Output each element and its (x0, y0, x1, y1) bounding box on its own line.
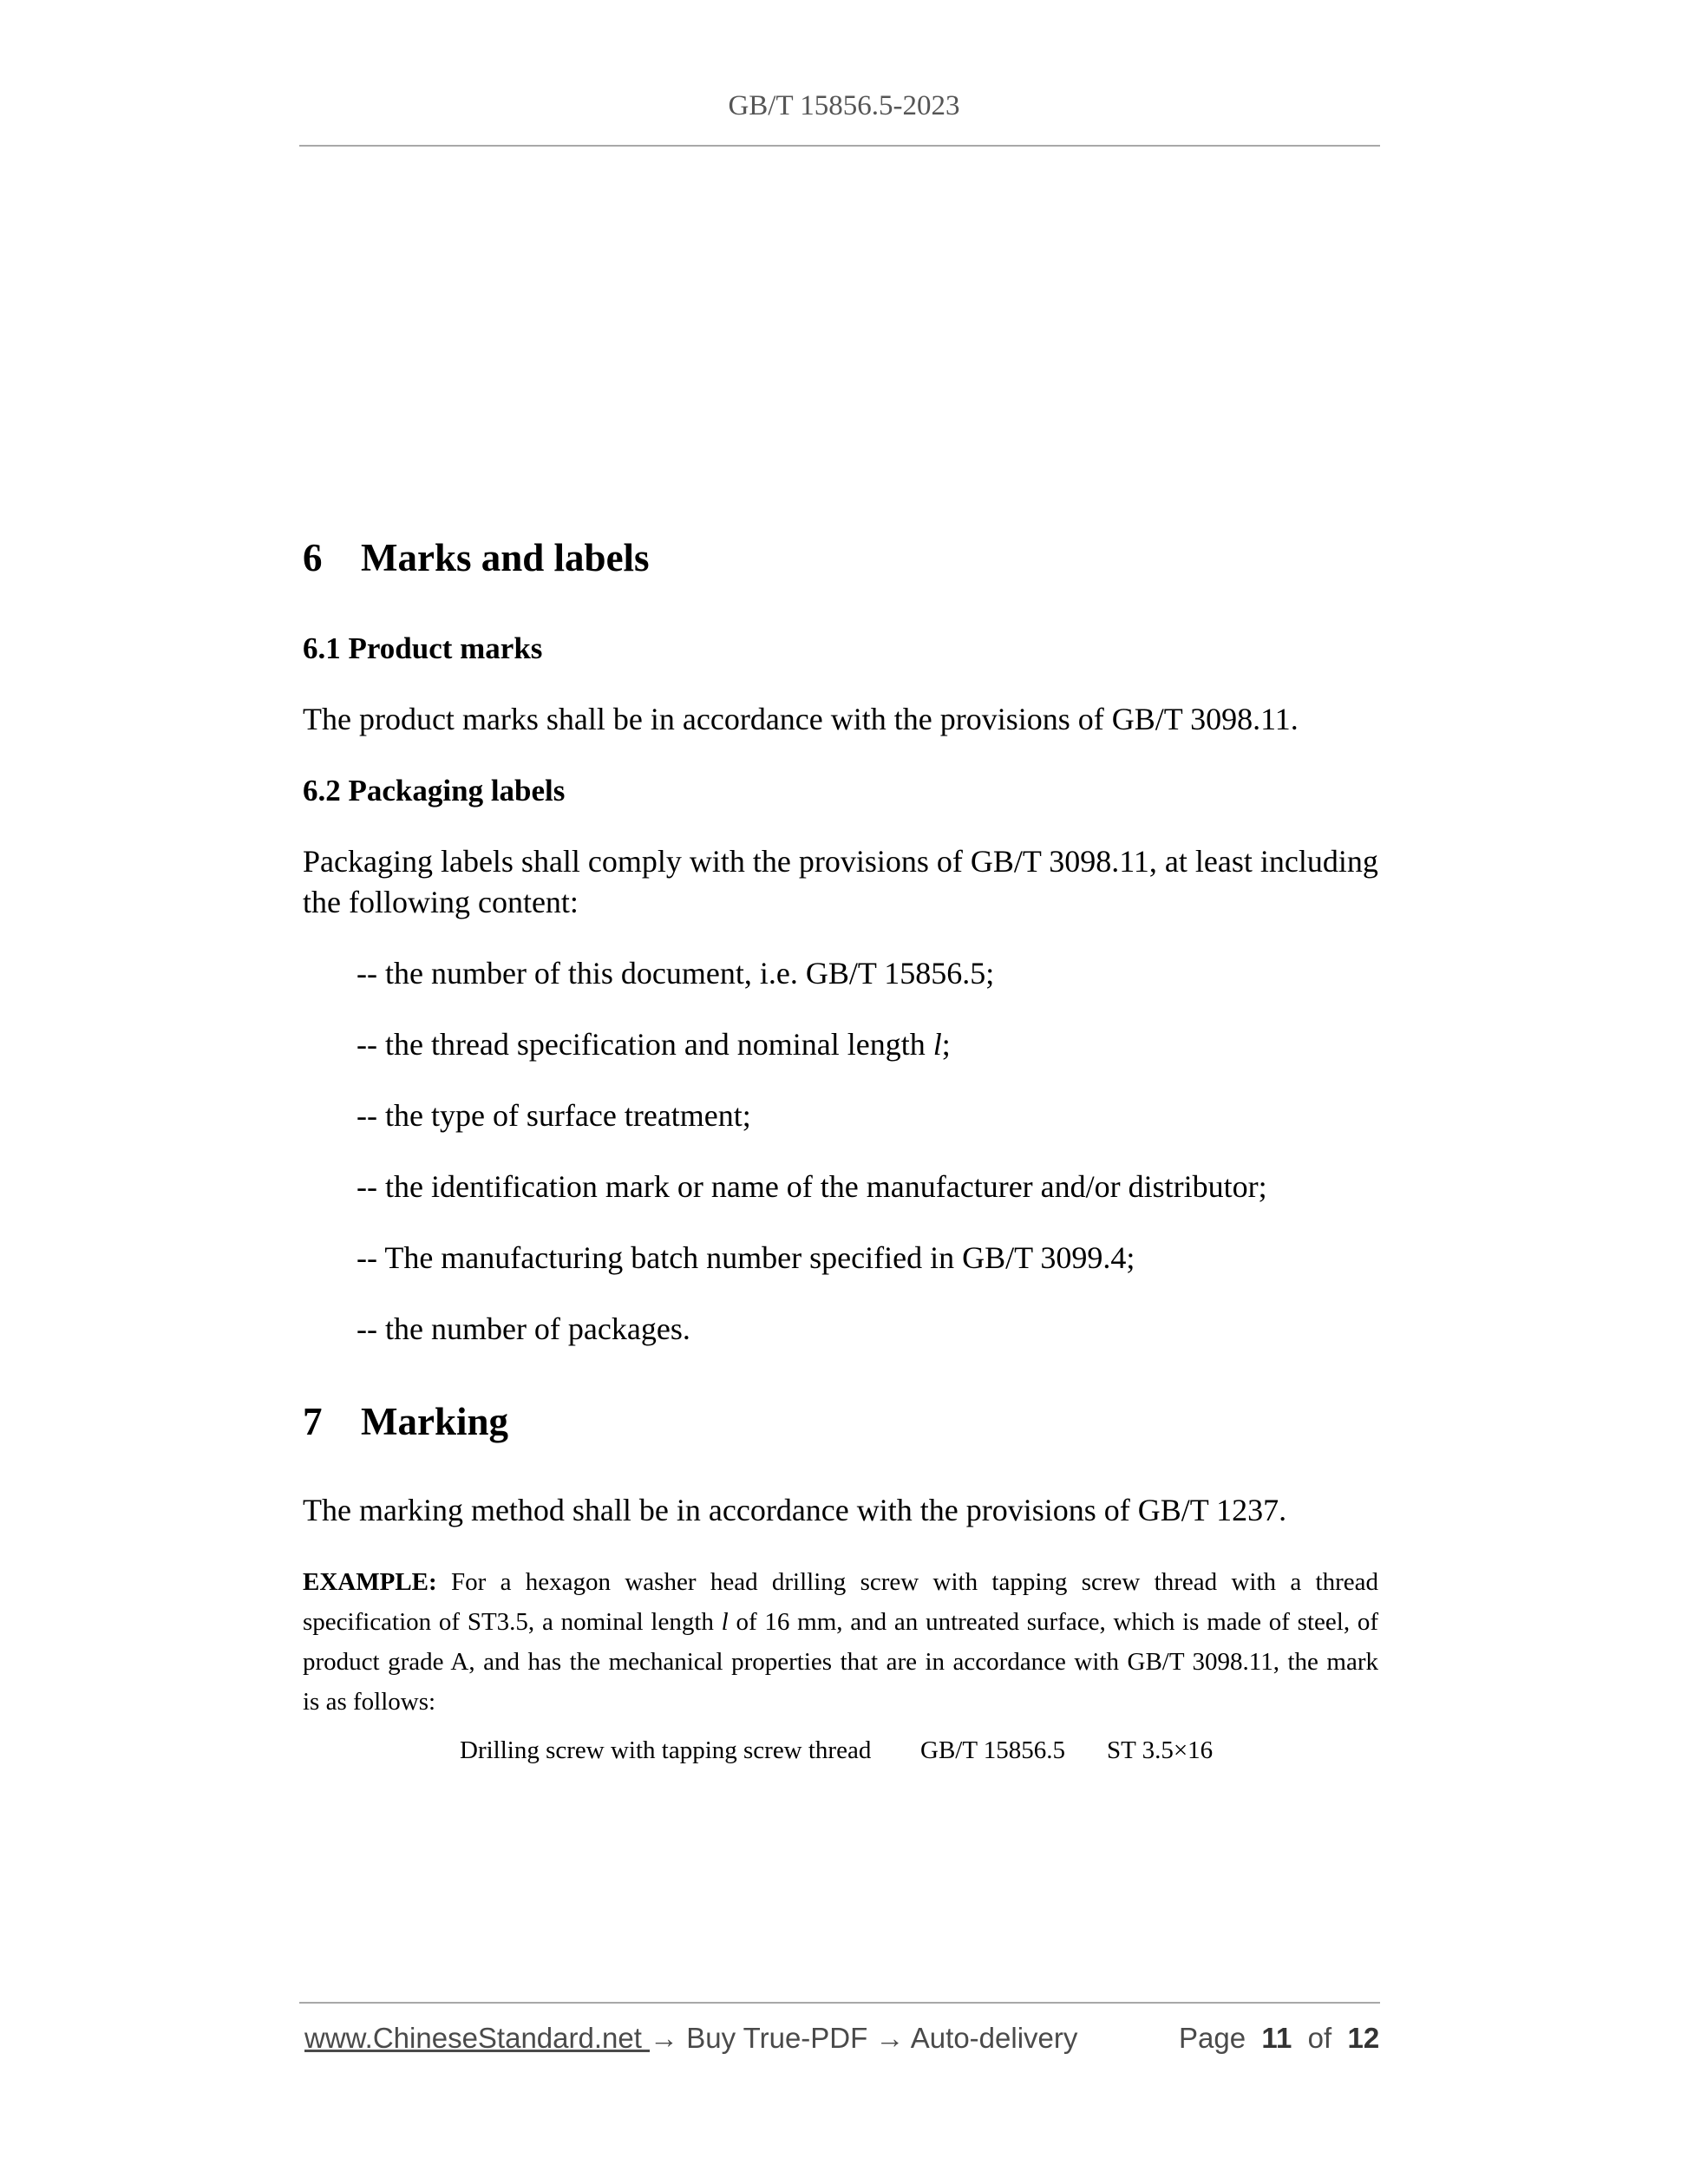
length-symbol: l (721, 1608, 729, 1636)
arrow-icon: → (650, 2022, 679, 2054)
example-label: EXAMPLE: (303, 1568, 437, 1596)
list-item: -- The manufacturing batch number specified in GB/T 3099.4; (357, 1240, 1135, 1275)
subsection-6-2-heading: 6.2 Packaging labels (303, 774, 566, 808)
list-item (357, 1025, 951, 1063)
header-divider (299, 145, 1380, 147)
page-label: Page (1179, 2022, 1246, 2054)
mark-designation: Drilling screw with tapping screw thread (460, 1736, 872, 1764)
section-6-title: Marks and labels (361, 536, 650, 579)
footer-divider (299, 2002, 1380, 2004)
footer-link-group (304, 2019, 1077, 2057)
example-line: specification of ST3.5, a nominal length l of 16 mm, and an untreated surface, which is made of steel, of (303, 1608, 1378, 1636)
page-number: 11 (1261, 2022, 1292, 2054)
section-6-heading (303, 534, 650, 581)
mark-size: ST 3.5×16 (1107, 1736, 1214, 1764)
example-line: is as follows: (303, 1688, 436, 1716)
list-item: -- the number of packages. (357, 1311, 690, 1346)
section-7-heading (303, 1398, 508, 1445)
length-symbol: l (932, 1027, 942, 1062)
arrow-icon: → (875, 2022, 905, 2054)
list-item: -- the type of surface treatment; (357, 1098, 751, 1133)
subsection-6-2-text: Packaging labels shall comply with the provisions of GB/T 3098.11, at least including the following content: (303, 844, 1378, 919)
mark-standard: GB/T 15856.5 (920, 1736, 1066, 1764)
subsection-6-1-text: The product marks shall be in accordance with the provisions of GB/T 3098.11. (303, 702, 1299, 736)
subsection-6-1-heading: 6.1 Product marks (303, 631, 543, 665)
footer-auto-text: Auto-delivery (904, 2022, 1078, 2054)
section-7-text: The marking method shall be in accordance with the provisions of GB/T 1237. (303, 1493, 1287, 1527)
list-item-text: -- the thread specification and nominal length (357, 1027, 933, 1062)
of-label: of (1307, 2022, 1332, 2054)
page-indicator (1179, 2019, 1379, 2057)
list-item: -- the identification mark or name of the manufacturer and/or distributor; (357, 1169, 1267, 1204)
list-item: -- the number of this document, i.e. GB/T 15856.5; (357, 956, 995, 991)
page-header: GB/T 15856.5-2023 (728, 90, 960, 121)
list-item-end: ; (941, 1027, 951, 1062)
example-line: product grade A, and has the mechanical properties that are in accordance with GB/T 3098.11, the mark (303, 1648, 1378, 1676)
footer-buy-text: Buy True-PDF (678, 2022, 876, 2054)
section-7-number: 7 (303, 1400, 323, 1443)
website-link[interactable]: www.ChineseStandard.net (304, 2022, 651, 2054)
section-6-number: 6 (303, 536, 323, 579)
section-7-title: Marking (361, 1400, 509, 1443)
example-block (303, 1562, 1378, 1722)
page-total: 12 (1347, 2022, 1380, 2054)
example-line: EXAMPLE: For a hexagon washer head drilling screw with tapping screw thread with a thread (303, 1568, 1378, 1596)
